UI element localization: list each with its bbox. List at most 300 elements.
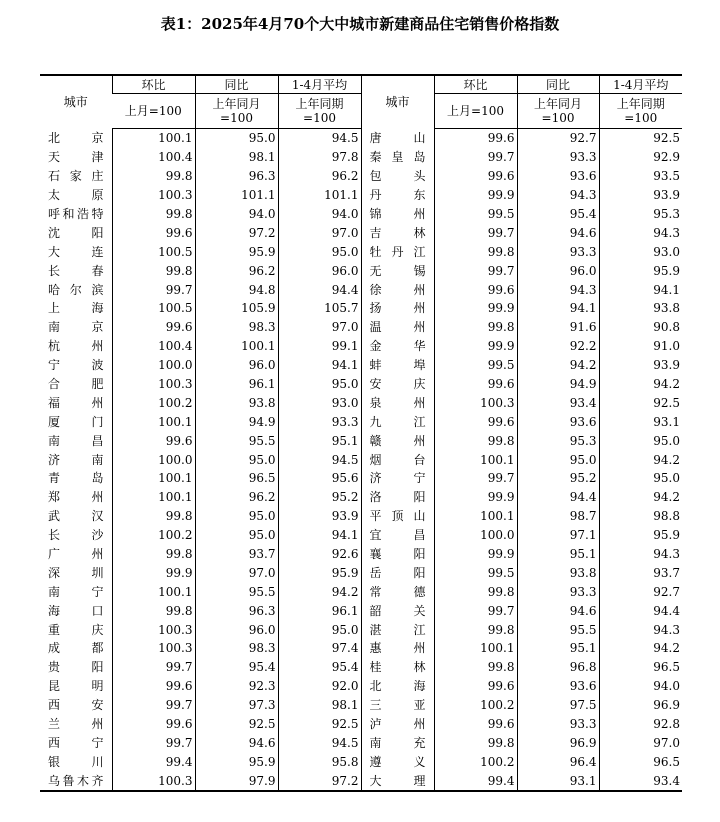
avg-right-cell: 90.8 (599, 318, 682, 337)
city-left-cell: 长沙 (48, 528, 104, 543)
yoy-right-cell: 93.6 (517, 412, 599, 431)
yoy-left-cell: 95.9 (195, 242, 278, 261)
avg-left-cell: 96.2 (278, 167, 361, 186)
avg-left-cell: 94.5 (278, 450, 361, 469)
mom-right-cell: 99.8 (434, 242, 517, 261)
yoy-right-cell: 94.6 (517, 223, 599, 242)
mom-left-cell: 99.6 (112, 318, 195, 337)
mom-left-cell: 99.6 (112, 715, 195, 734)
table-row (40, 186, 682, 205)
table-row (40, 129, 682, 148)
city-right-cell: 韶关 (361, 601, 434, 620)
avg-right-cell: 92.8 (599, 715, 682, 734)
city-left-cell: 北京 (48, 131, 104, 146)
city-right-cell: 桂林 (361, 658, 434, 677)
yoy-right-cell: 93.1 (517, 771, 599, 791)
yoy-right-cell: 92.7 (517, 129, 599, 148)
yoy-right-cell: 95.4 (517, 205, 599, 224)
mom-left-cell: 99.6 (112, 223, 195, 242)
table-row (40, 734, 682, 753)
avg-left-cell: 93.3 (278, 412, 361, 431)
yoy-left-cell: 92.5 (195, 715, 278, 734)
city-left-cell: 贵阳 (48, 660, 104, 675)
city-right-cell: 洛阳 (361, 488, 434, 507)
header-yoy-base-line1: 上年同月 (212, 97, 261, 111)
mom-right-cell: 99.7 (434, 261, 517, 280)
table-row (40, 582, 682, 601)
mom-right-cell: 100.1 (434, 450, 517, 469)
table-row (40, 205, 682, 224)
yoy-right-cell: 95.1 (517, 639, 599, 658)
header-city-left: 城市 (40, 75, 112, 129)
city-right-cell: 岳阳 (361, 563, 434, 582)
mom-right-cell: 99.9 (434, 545, 517, 564)
city-left-cell: 上海 (48, 301, 104, 316)
table-row (40, 299, 682, 318)
yoy-right-cell: 95.3 (517, 431, 599, 450)
avg-left-cell: 96.1 (278, 601, 361, 620)
city-right-cell: 赣州 (361, 431, 434, 450)
avg-left-cell: 92.6 (278, 545, 361, 564)
yoy-right-cell: 94.1 (517, 299, 599, 318)
mom-right-cell: 99.6 (434, 167, 517, 186)
mom-right-cell: 99.6 (434, 375, 517, 394)
city-left-cell: 福州 (48, 395, 104, 410)
city-right-cell: 唐山 (361, 129, 434, 148)
avg-left-cell: 95.1 (278, 431, 361, 450)
mom-left-cell: 100.3 (112, 771, 195, 791)
avg-left-cell: 97.0 (278, 223, 361, 242)
city-left-cell: 郑州 (48, 490, 104, 505)
table-title: 表1：2025年4月70个大中城市新建商品住宅销售价格指数 (160, 15, 560, 33)
avg-left-cell: 93.9 (278, 507, 361, 526)
avg-right-cell: 93.8 (599, 299, 682, 318)
mom-left-cell: 100.3 (112, 639, 195, 658)
mom-right-cell: 99.8 (434, 431, 517, 450)
yoy-right-cell: 95.2 (517, 469, 599, 488)
city-left-cell: 天津 (48, 150, 104, 165)
yoy-right-cell: 93.3 (517, 242, 599, 261)
avg-right-cell: 93.1 (599, 412, 682, 431)
mom-right-cell: 99.7 (434, 148, 517, 167)
table-row (40, 752, 682, 771)
yoy-left-cell: 94.6 (195, 734, 278, 753)
city-left-cell: 深圳 (48, 565, 104, 580)
city-left-cell: 兰州 (48, 717, 104, 732)
avg-left-cell: 95.0 (278, 242, 361, 261)
table-row (40, 469, 682, 488)
mom-right-cell: 99.5 (434, 205, 517, 224)
mom-right-cell: 99.8 (434, 620, 517, 639)
city-left-cell: 石家庄 (48, 169, 104, 184)
avg-right-cell: 93.5 (599, 167, 682, 186)
price-index-table (40, 74, 682, 792)
yoy-left-cell: 96.1 (195, 375, 278, 394)
yoy-left-cell: 95.9 (195, 752, 278, 771)
avg-right-cell: 94.2 (599, 450, 682, 469)
header-avg-base-left (278, 94, 361, 129)
yoy-left-cell: 96.5 (195, 469, 278, 488)
mom-left-cell: 100.4 (112, 148, 195, 167)
mom-left-cell: 100.0 (112, 356, 195, 375)
yoy-left-cell: 97.3 (195, 696, 278, 715)
city-left-cell: 武汉 (48, 509, 104, 524)
yoy-left-cell: 96.2 (195, 261, 278, 280)
mom-right-cell: 100.0 (434, 526, 517, 545)
yoy-right-cell: 96.9 (517, 734, 599, 753)
mom-left-cell: 99.8 (112, 261, 195, 280)
city-left-cell: 南宁 (48, 584, 104, 599)
mom-right-cell: 99.7 (434, 223, 517, 242)
avg-right-cell: 93.0 (599, 242, 682, 261)
avg-left-cell: 98.1 (278, 696, 361, 715)
mom-right-cell: 99.7 (434, 469, 517, 488)
table-row (40, 431, 682, 450)
table-row (40, 620, 682, 639)
header-avg-base-line1: 上年同期 (616, 97, 665, 111)
table-row (40, 167, 682, 186)
header-yoy-base-line1: 上年同月 (533, 97, 582, 111)
yoy-right-cell: 95.0 (517, 450, 599, 469)
yoy-right-cell: 93.6 (517, 677, 599, 696)
yoy-left-cell: 105.9 (195, 299, 278, 318)
city-left-cell: 成都 (48, 641, 104, 656)
avg-left-cell: 95.0 (278, 375, 361, 394)
mom-right-cell: 99.6 (434, 412, 517, 431)
city-right-cell: 牡丹江 (361, 242, 434, 261)
mom-left-cell: 99.8 (112, 167, 195, 186)
city-left-cell: 西宁 (48, 735, 104, 750)
avg-right-cell: 95.9 (599, 526, 682, 545)
city-left-cell: 宁波 (48, 358, 104, 373)
mom-left-cell: 100.3 (112, 620, 195, 639)
avg-right-cell: 94.3 (599, 545, 682, 564)
yoy-right-cell: 98.7 (517, 507, 599, 526)
city-left-cell: 银川 (48, 754, 104, 769)
city-left-cell: 合肥 (48, 377, 104, 392)
table-row (40, 450, 682, 469)
city-right-cell: 遵义 (361, 752, 434, 771)
avg-right-cell: 94.0 (599, 677, 682, 696)
yoy-right-cell: 96.4 (517, 752, 599, 771)
yoy-left-cell: 93.8 (195, 393, 278, 412)
yoy-left-cell: 98.3 (195, 318, 278, 337)
city-left-cell: 杭州 (48, 339, 104, 354)
avg-left-cell: 95.8 (278, 752, 361, 771)
header-yoy-base-line2: =100 (541, 111, 575, 125)
city-left-cell: 南京 (48, 320, 104, 335)
avg-right-cell: 95.0 (599, 431, 682, 450)
yoy-right-cell: 94.3 (517, 186, 599, 205)
avg-left-cell: 94.5 (278, 734, 361, 753)
city-right-cell: 烟台 (361, 450, 434, 469)
city-left-cell: 厦门 (48, 414, 104, 429)
mom-left-cell: 99.8 (112, 601, 195, 620)
city-right-cell: 三亚 (361, 696, 434, 715)
city-right-cell: 扬州 (361, 299, 434, 318)
city-right-cell: 济宁 (361, 469, 434, 488)
header-yoy-base-left (195, 94, 278, 129)
mom-left-cell: 100.3 (112, 186, 195, 205)
mom-left-cell: 99.7 (112, 280, 195, 299)
avg-left-cell: 95.9 (278, 563, 361, 582)
mom-left-cell: 100.1 (112, 582, 195, 601)
table-row (40, 412, 682, 431)
avg-left-cell: 94.2 (278, 582, 361, 601)
mom-right-cell: 100.2 (434, 696, 517, 715)
avg-right-cell: 93.9 (599, 186, 682, 205)
city-right-cell: 温州 (361, 318, 434, 337)
table-row (40, 280, 682, 299)
city-left-cell: 昆明 (48, 679, 104, 694)
city-left-cell: 青岛 (48, 471, 104, 486)
mom-left-cell: 100.3 (112, 375, 195, 394)
city-left-cell: 呼和浩特 (48, 207, 104, 221)
mom-left-cell: 100.0 (112, 450, 195, 469)
avg-left-cell: 95.6 (278, 469, 361, 488)
avg-left-cell: 97.4 (278, 639, 361, 658)
header-mom-base-left: 上月=100 (112, 94, 195, 129)
yoy-left-cell: 97.0 (195, 563, 278, 582)
mom-right-cell: 99.4 (434, 771, 517, 791)
yoy-right-cell: 94.6 (517, 601, 599, 620)
table-row (40, 677, 682, 696)
avg-left-cell: 94.0 (278, 205, 361, 224)
mom-right-cell: 99.6 (434, 280, 517, 299)
yoy-right-cell: 94.3 (517, 280, 599, 299)
header-mom-right: 环比 (434, 75, 517, 94)
avg-right-cell: 92.7 (599, 582, 682, 601)
city-left-cell: 太原 (48, 188, 104, 203)
mom-left-cell: 99.8 (112, 507, 195, 526)
table-row (40, 393, 682, 412)
avg-left-cell: 95.4 (278, 658, 361, 677)
city-left-cell: 海口 (48, 603, 104, 618)
table-row (40, 639, 682, 658)
mom-right-cell: 100.3 (434, 393, 517, 412)
yoy-left-cell: 94.9 (195, 412, 278, 431)
mom-left-cell: 100.5 (112, 299, 195, 318)
mom-left-cell: 100.5 (112, 242, 195, 261)
header-avg-base-line2: =100 (303, 111, 336, 125)
mom-right-cell: 99.5 (434, 356, 517, 375)
table-row (40, 563, 682, 582)
mom-right-cell: 99.6 (434, 715, 517, 734)
table-row (40, 356, 682, 375)
city-right-cell: 泉州 (361, 393, 434, 412)
yoy-left-cell: 96.3 (195, 167, 278, 186)
yoy-left-cell: 92.3 (195, 677, 278, 696)
yoy-right-cell: 93.3 (517, 582, 599, 601)
avg-right-cell: 96.5 (599, 752, 682, 771)
avg-right-cell: 95.9 (599, 261, 682, 280)
city-left-cell: 西安 (48, 698, 104, 713)
city-right-cell: 蚌埠 (361, 356, 434, 375)
table-row (40, 696, 682, 715)
yoy-left-cell: 97.9 (195, 771, 278, 791)
yoy-right-cell: 92.2 (517, 337, 599, 356)
city-right-cell: 秦皇岛 (361, 148, 434, 167)
avg-left-cell: 97.2 (278, 771, 361, 791)
yoy-left-cell: 101.1 (195, 186, 278, 205)
table-row (40, 715, 682, 734)
yoy-right-cell: 95.1 (517, 545, 599, 564)
yoy-right-cell: 93.4 (517, 393, 599, 412)
mom-left-cell: 100.2 (112, 393, 195, 412)
avg-right-cell: 97.0 (599, 734, 682, 753)
avg-left-cell: 94.4 (278, 280, 361, 299)
table-row (40, 337, 682, 356)
avg-right-cell: 98.8 (599, 507, 682, 526)
avg-left-cell: 96.0 (278, 261, 361, 280)
header-yoy-left: 同比 (195, 75, 278, 94)
mom-right-cell: 99.8 (434, 734, 517, 753)
mom-left-cell: 100.1 (112, 488, 195, 507)
city-right-cell: 惠州 (361, 639, 434, 658)
mom-left-cell: 99.7 (112, 734, 195, 753)
city-left-cell: 大连 (48, 244, 104, 259)
city-right-cell: 襄阳 (361, 545, 434, 564)
city-right-cell: 北海 (361, 677, 434, 696)
yoy-right-cell: 93.3 (517, 148, 599, 167)
table-row (40, 488, 682, 507)
avg-right-cell: 94.4 (599, 601, 682, 620)
city-left-cell: 重庆 (48, 622, 104, 637)
avg-right-cell: 95.0 (599, 469, 682, 488)
header-avg-right: 1-4月平均 (599, 75, 682, 94)
mom-left-cell: 99.8 (112, 205, 195, 224)
avg-right-cell: 92.5 (599, 393, 682, 412)
table-row (40, 507, 682, 526)
header-avg-base-line2: =100 (624, 111, 658, 125)
avg-left-cell: 92.5 (278, 715, 361, 734)
mom-right-cell: 99.6 (434, 677, 517, 696)
city-right-cell: 泸州 (361, 715, 434, 734)
avg-right-cell: 94.3 (599, 620, 682, 639)
yoy-left-cell: 94.0 (195, 205, 278, 224)
mom-left-cell: 99.6 (112, 431, 195, 450)
avg-left-cell: 97.0 (278, 318, 361, 337)
avg-right-cell: 94.2 (599, 375, 682, 394)
city-right-cell: 平顶山 (361, 507, 434, 526)
table-row (40, 148, 682, 167)
avg-right-cell: 96.9 (599, 696, 682, 715)
table-row (40, 223, 682, 242)
mom-right-cell: 99.8 (434, 318, 517, 337)
city-right-cell: 宜昌 (361, 526, 434, 545)
avg-left-cell: 95.2 (278, 488, 361, 507)
yoy-left-cell: 95.0 (195, 129, 278, 148)
avg-left-cell: 105.7 (278, 299, 361, 318)
header-yoy-base-line2: =100 (220, 111, 253, 125)
city-left-cell: 哈尔滨 (48, 282, 104, 297)
city-right-cell: 徐州 (361, 280, 434, 299)
yoy-left-cell: 95.5 (195, 582, 278, 601)
table-row (40, 771, 682, 791)
mom-right-cell: 99.8 (434, 658, 517, 677)
mom-left-cell: 100.4 (112, 337, 195, 356)
avg-left-cell: 93.0 (278, 393, 361, 412)
yoy-left-cell: 94.8 (195, 280, 278, 299)
header-avg-left: 1-4月平均 (278, 75, 361, 94)
table-body (40, 129, 682, 792)
mom-right-cell: 99.5 (434, 563, 517, 582)
mom-left-cell: 99.6 (112, 677, 195, 696)
yoy-right-cell: 94.9 (517, 375, 599, 394)
header-mom-base-right: 上月=100 (434, 94, 517, 129)
mom-right-cell: 99.8 (434, 582, 517, 601)
mom-left-cell: 99.8 (112, 545, 195, 564)
avg-right-cell: 96.5 (599, 658, 682, 677)
yoy-left-cell: 96.0 (195, 356, 278, 375)
table-row (40, 601, 682, 620)
table-row (40, 658, 682, 677)
yoy-left-cell: 93.7 (195, 545, 278, 564)
city-left-cell: 沈阳 (48, 225, 104, 240)
avg-left-cell: 94.1 (278, 356, 361, 375)
avg-right-cell: 94.1 (599, 280, 682, 299)
yoy-left-cell: 100.1 (195, 337, 278, 356)
header-yoy-base-right (517, 94, 599, 129)
avg-right-cell: 91.0 (599, 337, 682, 356)
mom-left-cell: 100.1 (112, 129, 195, 148)
mom-right-cell: 99.7 (434, 601, 517, 620)
mom-left-cell: 99.7 (112, 696, 195, 715)
mom-left-cell: 99.7 (112, 658, 195, 677)
avg-left-cell: 97.8 (278, 148, 361, 167)
header-mom-left: 环比 (112, 75, 195, 94)
city-right-cell: 锦州 (361, 205, 434, 224)
table-row (40, 242, 682, 261)
table-row (40, 375, 682, 394)
yoy-left-cell: 95.0 (195, 450, 278, 469)
yoy-left-cell: 96.0 (195, 620, 278, 639)
mom-left-cell: 100.2 (112, 526, 195, 545)
city-right-cell: 湛江 (361, 620, 434, 639)
table-header (40, 75, 682, 129)
mom-left-cell: 100.1 (112, 412, 195, 431)
avg-right-cell: 94.3 (599, 223, 682, 242)
yoy-right-cell: 97.5 (517, 696, 599, 715)
table-row (40, 261, 682, 280)
yoy-right-cell: 96.8 (517, 658, 599, 677)
city-left-cell: 南昌 (48, 433, 104, 448)
mom-right-cell: 99.9 (434, 299, 517, 318)
table-row (40, 545, 682, 564)
yoy-left-cell: 98.1 (195, 148, 278, 167)
mom-left-cell: 100.1 (112, 469, 195, 488)
yoy-right-cell: 93.3 (517, 715, 599, 734)
city-right-cell: 常德 (361, 582, 434, 601)
yoy-left-cell: 95.0 (195, 526, 278, 545)
yoy-right-cell: 96.0 (517, 261, 599, 280)
header-city-right: 城市 (361, 75, 434, 129)
city-right-cell: 丹东 (361, 186, 434, 205)
yoy-left-cell: 98.3 (195, 639, 278, 658)
city-right-cell: 南充 (361, 734, 434, 753)
yoy-left-cell: 95.5 (195, 431, 278, 450)
city-left-cell: 济南 (48, 452, 104, 467)
mom-right-cell: 99.6 (434, 129, 517, 148)
avg-right-cell: 94.2 (599, 639, 682, 658)
header-avg-base-right (599, 94, 682, 129)
avg-right-cell: 93.7 (599, 563, 682, 582)
header-avg-base-line1: 上年同期 (295, 97, 344, 111)
yoy-right-cell: 93.8 (517, 563, 599, 582)
yoy-left-cell: 96.3 (195, 601, 278, 620)
avg-right-cell: 93.9 (599, 356, 682, 375)
mom-right-cell: 99.9 (434, 337, 517, 356)
